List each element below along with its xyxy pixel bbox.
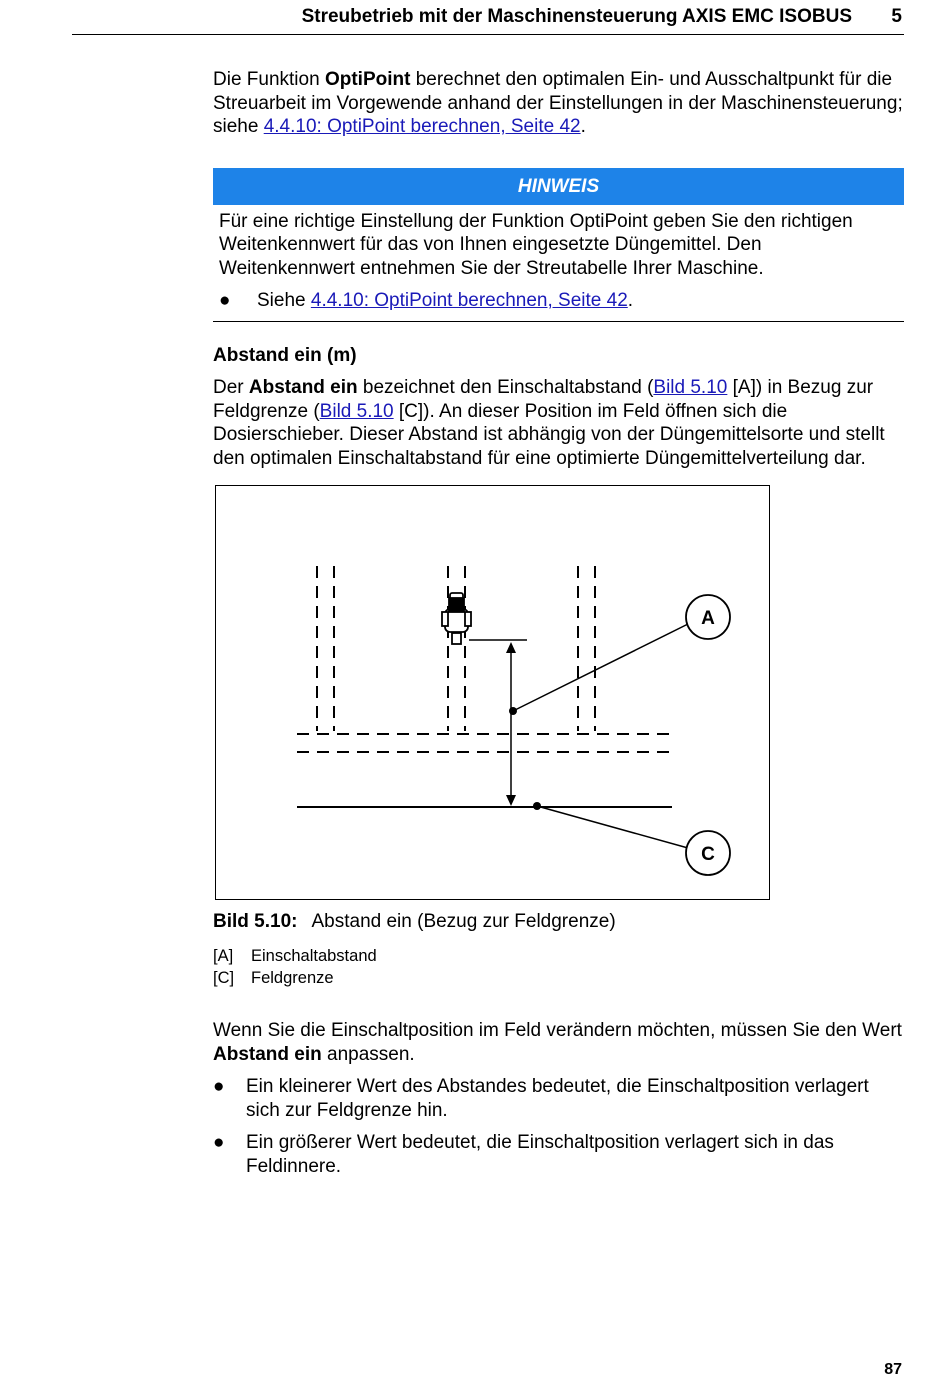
- callout-a-anchor: [509, 707, 517, 715]
- page-header: [72, 4, 904, 35]
- legend-item: [C] Feldgrenze: [213, 969, 334, 987]
- bullet-icon: ●: [219, 290, 231, 311]
- notice-body: Für eine richtige Einstellung der Funktion OptiPoint geben Sie den richtigen Weitenkennwert für das von Ihnen eingesetzte Düngemittel. Den Weitenkennwert entnehmen Sie der Streutabelle Ihrer Maschine.: [219, 210, 853, 279]
- bullet-icon: ●: [213, 1076, 225, 1097]
- diagram-svg: [216, 486, 768, 898]
- notice-bullet: ● Siehe 4.4.10: OptiPoint berechnen, Seite 42.: [219, 290, 634, 311]
- caption-label: Bild 5.10:: [213, 911, 298, 932]
- arrow-down-icon: [506, 795, 516, 806]
- tramlines: [297, 566, 672, 752]
- notice-link[interactable]: 4.4.10: OptiPoint berechnen, Seite 42: [310, 290, 628, 311]
- legend-item: [A] Einschaltabstand: [213, 947, 377, 965]
- callout-c-leader: [537, 806, 688, 848]
- figure-legend: [213, 945, 377, 989]
- list-item: ● Ein größerer Wert bedeutet, die Einschaltposition verlagert sich in das Feldinnere.: [213, 1132, 834, 1177]
- section-title: Abstand ein (m): [213, 344, 357, 366]
- notice-divider: [213, 321, 904, 322]
- tractor-icon: [442, 593, 471, 644]
- optipoint-term: OptiPoint: [324, 69, 411, 90]
- figure-diagram: [215, 485, 770, 900]
- list-item: ● Ein kleinerer Wert des Abstandes bedeutet, die Einschaltposition verlagert sich zur Feldgrenze hin.: [213, 1076, 869, 1121]
- callout-c-anchor: [533, 802, 541, 810]
- optipoint-link[interactable]: 4.4.10: OptiPoint berechnen, Seite 42: [263, 116, 581, 137]
- callout-a-label: A: [701, 608, 715, 629]
- header-title: Streubetrieb mit der Maschinensteuerung AXIS EMC ISOBUS: [301, 6, 852, 27]
- arrow-up-icon: [506, 642, 516, 653]
- main-content: [213, 68, 905, 470]
- page-number: 87: [884, 1361, 902, 1378]
- figure-link-c[interactable]: Bild 5.10: [319, 400, 394, 422]
- callout-c-label: C: [701, 844, 715, 865]
- section-paragraph: Der Abstand ein bezeichnet den Einschaltabstand (Bild 5.10 [A]) in Bezug zur Feldgrenze (Bild 5.10 [C]). An dieser Position im Feld öffnen sich die Dosierschieber. Dieser Abstand ist abhängig von der Düngemittelsorte und stellt den optimalen Einschaltabstand für eine optimierte Düngemittelverteilung dar.: [213, 377, 885, 469]
- figure-caption: [213, 911, 616, 933]
- figure-link-a[interactable]: Bild 5.10: [653, 377, 728, 398]
- callout-a-leader: [513, 624, 688, 711]
- notice-title: HINWEIS: [213, 168, 904, 205]
- caption-text: Abstand ein (Bezug zur Feldgrenze): [311, 911, 616, 932]
- intro-paragraph: Die Funktion OptiPoint berechnet den optimalen Ein- und Ausschaltpunkt für die Streuarbeit im Vorgewende anhand der Einstellungen in der Maschinensteuerung; siehe 4.4.10: OptiPoint berechnen, Seite 42.: [213, 69, 903, 137]
- lower-content: [213, 1019, 905, 1178]
- adjust-paragraph: Wenn Sie die Einschaltposition im Feld verändern möchten, müssen Sie den Wert Abstand ein anpassen.: [213, 1020, 902, 1065]
- bullet-icon: ●: [213, 1132, 225, 1153]
- chapter-number: 5: [891, 6, 902, 27]
